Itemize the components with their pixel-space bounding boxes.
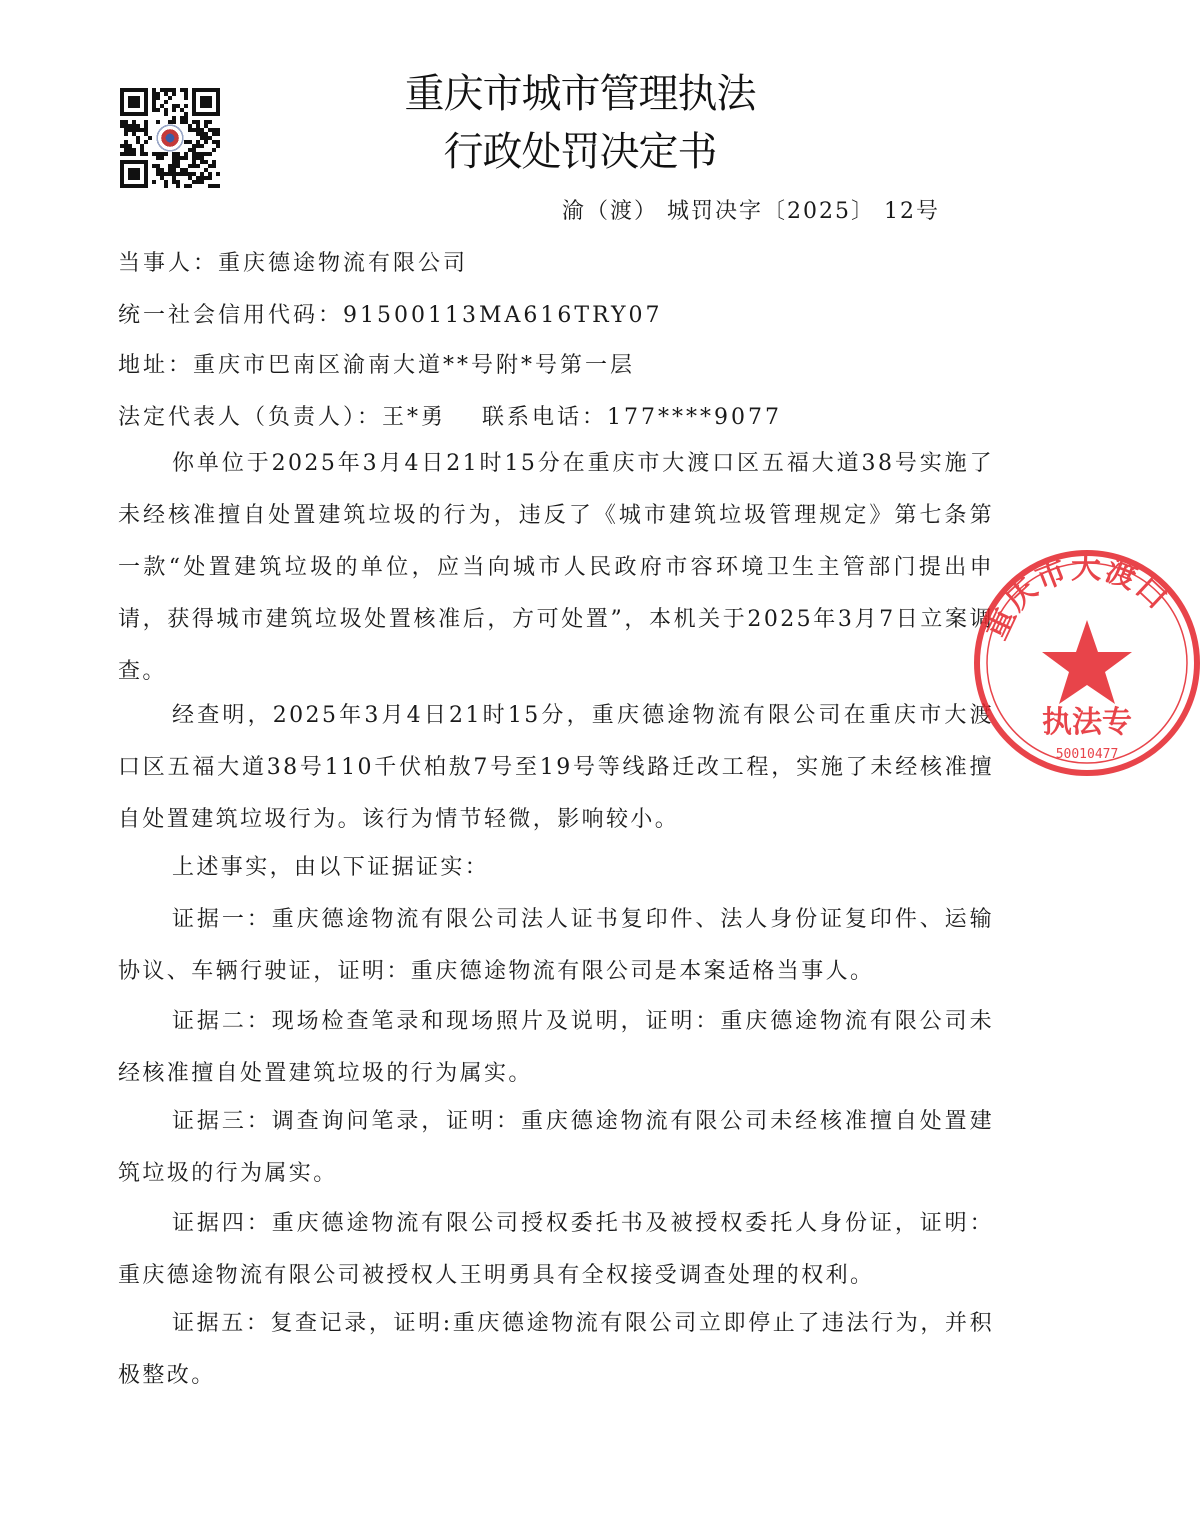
paragraph-evidence-1: 证据一：重庆德途物流有限公司法人证书复印件、法人身份证复印件、运输协议、车辆行驶证，证明：重庆德途物流有限公司是本案适格当事人。	[118, 907, 994, 984]
document-title-line1: 重庆市城市管理执法	[404, 71, 756, 117]
document-title-line2: 行政处罚决定书	[443, 129, 717, 175]
representative-row	[118, 400, 782, 431]
seal-text: 重庆市大渡口	[978, 550, 1176, 645]
paragraph-evidence-4: 证据四：重庆德途物流有限公司授权委托书及被授权委托人身份证，证明：重庆德途物流有限公司被授权人王明勇具有全权接受调查处理的权利。	[118, 1211, 994, 1288]
paragraph-evidence-2: 证据二：现场检查笔录和现场照片及说明，证明：重庆德途物流有限公司未经核准擅自处置建筑垃圾的行为属实。	[118, 1009, 994, 1086]
paragraph-violation: 你单位于2025年3月4日21时15分在重庆市大渡口区五福大道38号实施了未经核准擅自处置建筑垃圾的行为，违反了《城市建筑垃圾管理规定》第七条第一款“处置建筑垃圾的单位，应当向城市人民政府市容环境卫生主管部门提出申请，获得城市建筑垃圾处置核准后，方可处置”，本机关于2025年3月7日立案调查。	[118, 451, 994, 684]
representative-label: 法定代表人（负责人）：	[118, 405, 383, 430]
document-number: 渝（渡） 城罚决字〔2025〕 12号	[562, 199, 940, 224]
phone: 177****9077	[607, 405, 783, 430]
credit-code-row	[118, 298, 662, 329]
paragraph-evidence-intro: 上述事实，由以下证据证实：	[172, 855, 490, 880]
address: 重庆市巴南区渝南大道**号附*号第一层	[193, 353, 636, 378]
paragraph-findings: 经查明，2025年3月4日21时15分，重庆德途物流有限公司在重庆市大渡口区五福大道38号110千伏柏敖7号至19号等线路迁改工程，实施了未经核准擅自处置建筑垃圾行为。该行为情节轻微，影响较小。	[118, 703, 994, 832]
seal-code: 50010477	[1055, 747, 1119, 762]
address-row	[118, 348, 635, 379]
representative: 王*勇	[382, 405, 447, 430]
party-name: 重庆德途物流有限公司	[218, 251, 469, 276]
official-seal	[972, 548, 1202, 778]
phone-label: 联系电话：	[482, 405, 608, 430]
party-name-row	[118, 246, 468, 277]
paragraph-evidence-3: 证据三：调查询问笔录，证明：重庆德途物流有限公司未经核准擅自处置建筑垃圾的行为属实。	[118, 1109, 994, 1186]
party-name-label: 当事人：	[118, 251, 219, 276]
seal-bottom-text: 执法专	[1042, 705, 1132, 740]
qr-code	[120, 88, 220, 188]
address-label: 地址：	[118, 353, 194, 378]
credit-code-label: 统一社会信用代码：	[118, 303, 344, 328]
paragraph-evidence-5: 证据五：复查记录，证明:重庆德途物流有限公司立即停止了违法行为，并积极整改。	[118, 1311, 994, 1388]
svg-text:重庆市大渡口	[979, 551, 1176, 645]
credit-code: 91500113MA616TRY07	[343, 303, 663, 328]
